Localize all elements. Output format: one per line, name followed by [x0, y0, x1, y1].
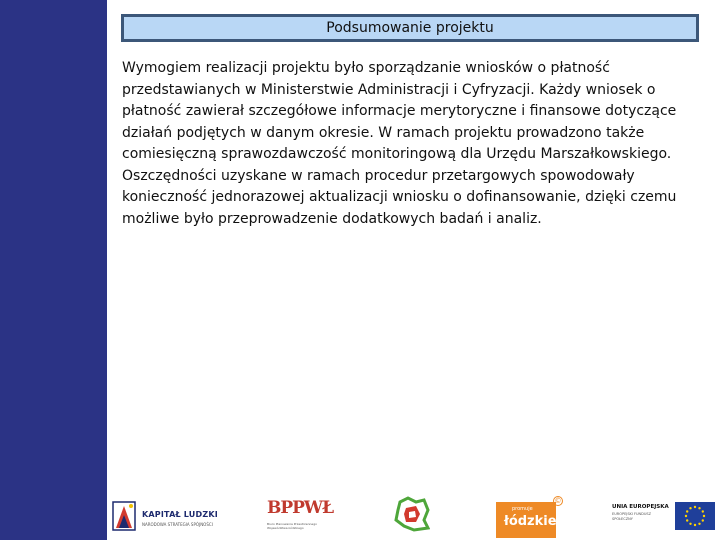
- kapital-ludzki-logo: [110, 496, 225, 536]
- promuje-lodzkie-logo: [495, 494, 565, 534]
- eu-stars-icon: [675, 502, 715, 530]
- eu-flag-icon: [675, 502, 715, 530]
- lodzkie-small-text: promuje: [512, 506, 533, 512]
- lodzkie-badge: [496, 502, 556, 538]
- region-shape-icon: [394, 496, 430, 532]
- kapital-ludzki-name: KAPITAŁ LUDZKI: [142, 510, 218, 519]
- kapital-ludzki-emblem-icon: [110, 498, 138, 534]
- bprwl-name: BPPWŁ: [267, 498, 334, 518]
- slide-body-text: Wymogiem realizacji projektu było sporządzanie wniosków o płatność przedstawianych w Ministerstwie Administracji i Cyfryzacji. Każdy wniosek o płatność zawierał szczegółowe informacje merytoryczne i finansowe dotyczące działań podjętych w danym okresie. W ramach projektu prowadzono także comiesięczną sprawozdawczość monitoringową dla Urzędu Marszałkowskiego. Oszczędności uzyskane w ramach procedur przetargowych spowodowały konieczność jednorazowej aktualizacji wniosku o dofinansowanie, dzięki czemu możliwe było przeprowadzenie dodatkowych badań i analiz.: [122, 60, 677, 227]
- slide-title-box: [121, 14, 699, 42]
- eu-title: UNIA EUROPEJSKA: [612, 504, 669, 510]
- left-sidebar-band: [0, 0, 107, 540]
- slide-title: Podsumowanie projektu: [326, 20, 494, 36]
- bprwl-subtitle: Biuro Planowania Przestrzennego Województwa Łódzkiego: [267, 522, 317, 530]
- lodzkie-big-text: łódzkie: [504, 514, 557, 529]
- lodzkie-region-logo: [394, 496, 430, 532]
- copyright-mark: ©: [554, 497, 562, 505]
- logo-footer: [107, 488, 720, 540]
- eu-subtitle: EUROPEJSKI FUNDUSZ SPOŁECZNY: [612, 512, 652, 521]
- bprwl-logo: [267, 496, 334, 540]
- kapital-ludzki-subtitle: NARODOWA STRATEGIA SPÓJNOŚCI: [142, 522, 213, 527]
- eu-logo: [612, 502, 717, 534]
